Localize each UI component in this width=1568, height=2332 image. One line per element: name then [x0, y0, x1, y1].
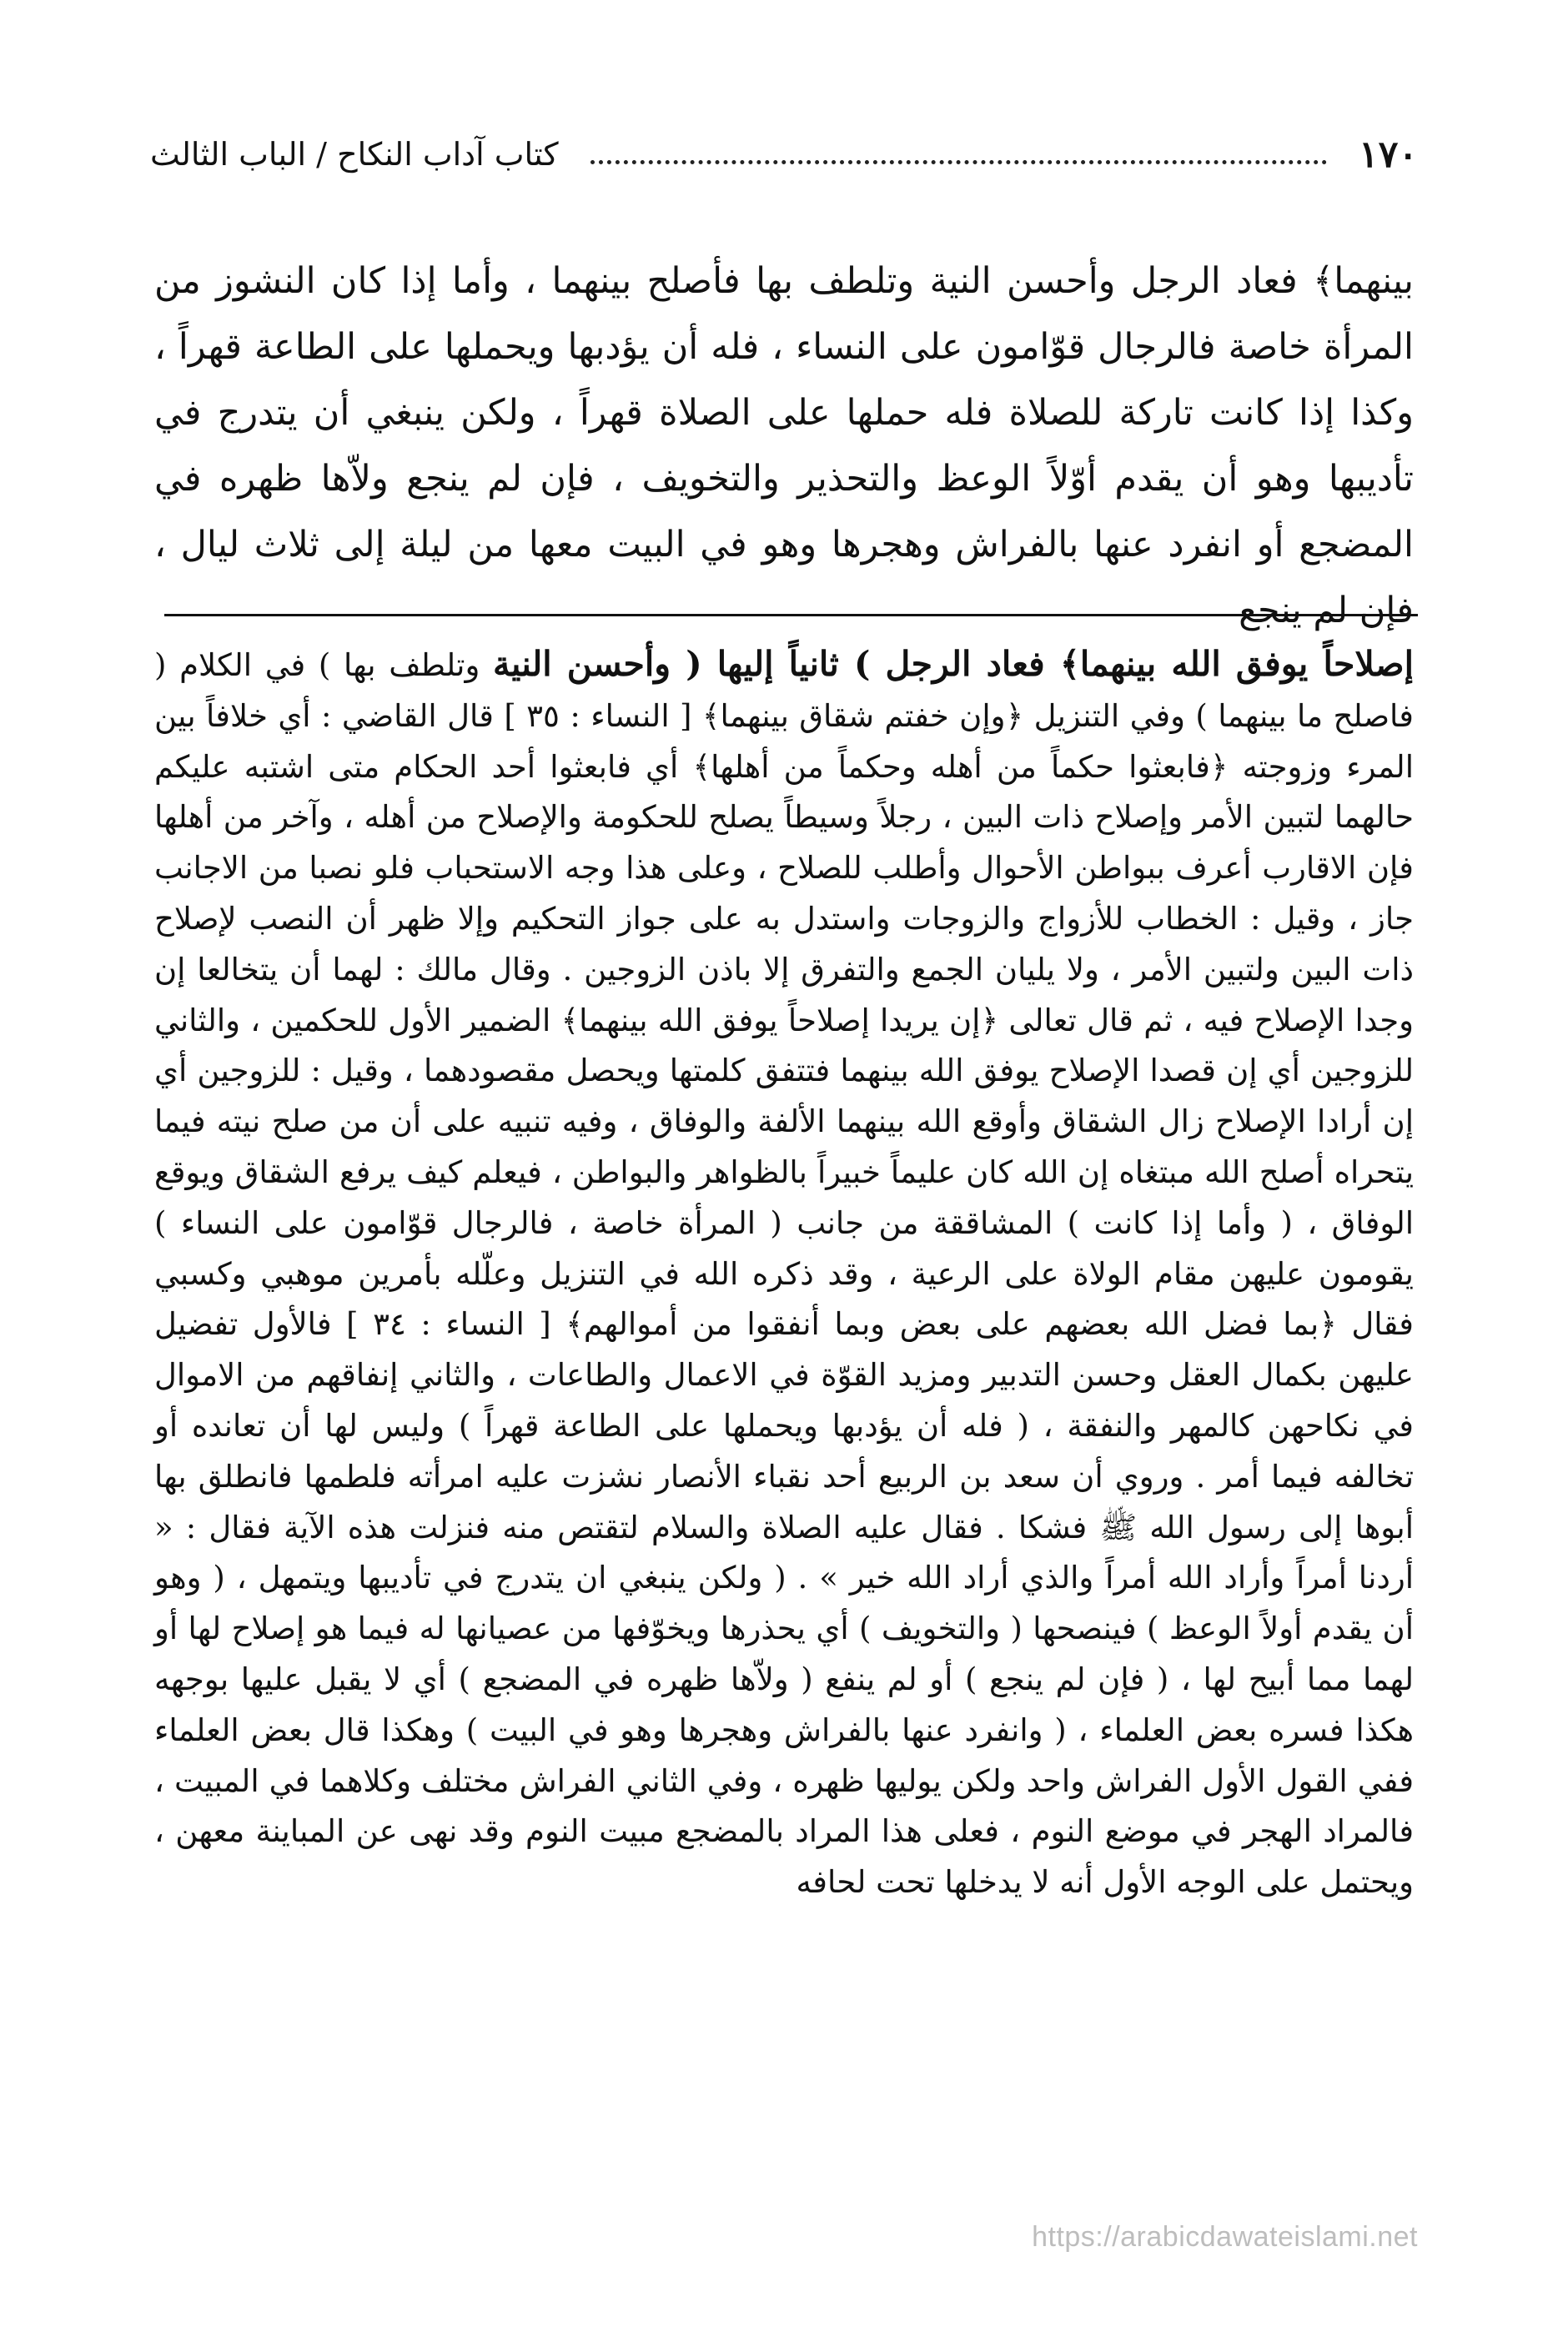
- main-text: [154, 249, 1414, 644]
- commentary-lead: إصلاحاً يوفق الله بينهما﴾ فعاد الرجل ) ثانياً إليها ( وأحسن النية: [492, 644, 1414, 684]
- commentary-paragraph: [154, 639, 1414, 1908]
- header-dotted-leader: [591, 160, 1327, 164]
- running-title: كتاب آداب النكاح / الباب الثالث: [150, 136, 559, 173]
- watermark-url: https://arabicdawateislami.net: [1032, 2221, 1418, 2253]
- commentary-body: وتلطف بها ) في الكلام ( فاصلح ما بينهما ) وفي التنزيل ﴿وإن خفتم شقاق بينهما﴾ [ النساء : ٣٥ ] قال القاضي : أي خلافاً بين المرء وزوجته ﴿فابعثوا حكماً من أهله وحكماً من أهلها﴾ أي فابعثوا أحد الحكام متى اشتبه عليكم حالهما لتبين الأمر وإصلاح ذات البين ، رجلاً وسيطاً يصلح للحكومة والإصلاح من أهله ، وآخر من أهلها فإن الاقارب أعرف ببواطن الأحوال وأطلب للصلاح ، وعلى هذا وجه الاستحباب فلو نصبا من الاجانب جاز ، وقيل : الخطاب للأزواج والزوجات واستدل به على جواز التحكيم وإلا ظهر أن النصب لإصلاح ذات البين ولتبين الأمر ، ولا يليان الجمع والتفرق إلا باذن الزوجين . وقال مالك : لهما أن يتخالعا إن وجدا الإصلاح فيه ، ثم قال تعالى ﴿إن يريدا إصلاحاً يوفق الله بينهما﴾ الضمير الأول للحكمين ، والثاني للزوجين أي إن قصدا الإصلاح يوفق الله بينهما فتتفق كلمتها ويحصل مقصودهما ، وقيل : للزوجين أي إن أرادا الإصلاح زال الشقاق وأوقع الله بينهما الألفة والوفاق ، وفيه تنبيه على أن من صلح نيته فيما يتحراه أصلح الله مبتغاه إن الله كان عليماً خبيراً بالظواهر والبواطن ، فيعلم كيف يرفع الشقاق ويوقع الوفاق ، ( وأما إذا كانت ) المشاققة من جانب ( المرأة خاصة ، فالرجال قوّامون على النساء ) يقومون عليهن مقام الولاة على الرعية ، وقد ذكره الله في التنزيل وعلّله بأمرين موهبي وكسبي فقال ﴿بما فضل الله بعضهم على بعض وبما أنفقوا من أموالهم﴾ [ النساء : ٣٤ ] فالأول تفضيل عليهن بكمال العقل وحسن التدبير ومزيد القوّة في الاعمال والطاعات ، والثاني إنفاقهم من الاموال في نكاحهن كالمهر والنفقة ، ( فله أن يؤدبها ويحملها على الطاعة قهراً ) وليس لها أن تعانده أو تخالفه فيما أمر . وروي أن سعد بن الربيع أحد نقباء الأنصار نشزت عليه امرأته فلطمها فانطلق بها أبوها إلى رسول الله ﷺ فشكا . فقال عليه الصلاة والسلام لتقتص منه فنزلت هذه الآية فقال : « أردنا أمراً وأراد الله أمراً والذي أراد الله خير » . ( ولكن ينبغي ان يتدرج في تأديبها ويتمهل ، ( وهو أن يقدم أولاً الوعظ ) فينصحها ( والتخويف ) أي يحذرها ويخوّفها من عصيانها له فيما هو إصلاح لها أو لهما مما أبيح لها ، ( فإن لم ينجع ) أو لم ينفع ( ولاّها ظهره في المضجع ) أي لا يقبل عليها بوجهه هكذا فسره بعض العلماء ، ( وانفرد عنها بالفراش وهجرها وهو في البيت ) وهكذا قال بعض العلماء ففي القول الأول الفراش واحد ولكن يوليها ظهره ، وفي الثاني الفراش مختلف وكلاهما في المبيت ، فالمراد الهجر في موضع النوم ، فعلى هذا المراد بالمضجع مبيت النوم وقد نهى عن المباينة معهن ، ويحتمل على الوجه الأول أنه لا يدخلها تحت لحافه: [154, 647, 1415, 1901]
- page-header: [150, 125, 1418, 183]
- commentary: [154, 639, 1414, 1908]
- main-text-paragraph: بينهما﴾ فعاد الرجل وأحسن النية وتلطف بها فأصلح بينهما ، وأما إذا كان النشوز من المرأة خاصة فالرجال قوّامون على النساء ، فله أن يؤدبها ويحملها على الطاعة قهراً ، وكذا إذا كانت تاركة للصلاة فله حملها على الصلاة قهراً ، ولكن ينبغي أن يتدرج في تأديبها وهو أن يقدم أوّلاً الوعظ والتحذير والتخويف ، فإن لم ينجع ولاّها ظهره في المضجع أو انفرد عنها بالفراش وهجرها وهو في البيت معها من ليلة إلى ثلاث ليال ، فإن لم ينجع: [154, 260, 1414, 631]
- footnote-divider: [164, 614, 1418, 616]
- page-number: ١٧٠: [1359, 133, 1418, 176]
